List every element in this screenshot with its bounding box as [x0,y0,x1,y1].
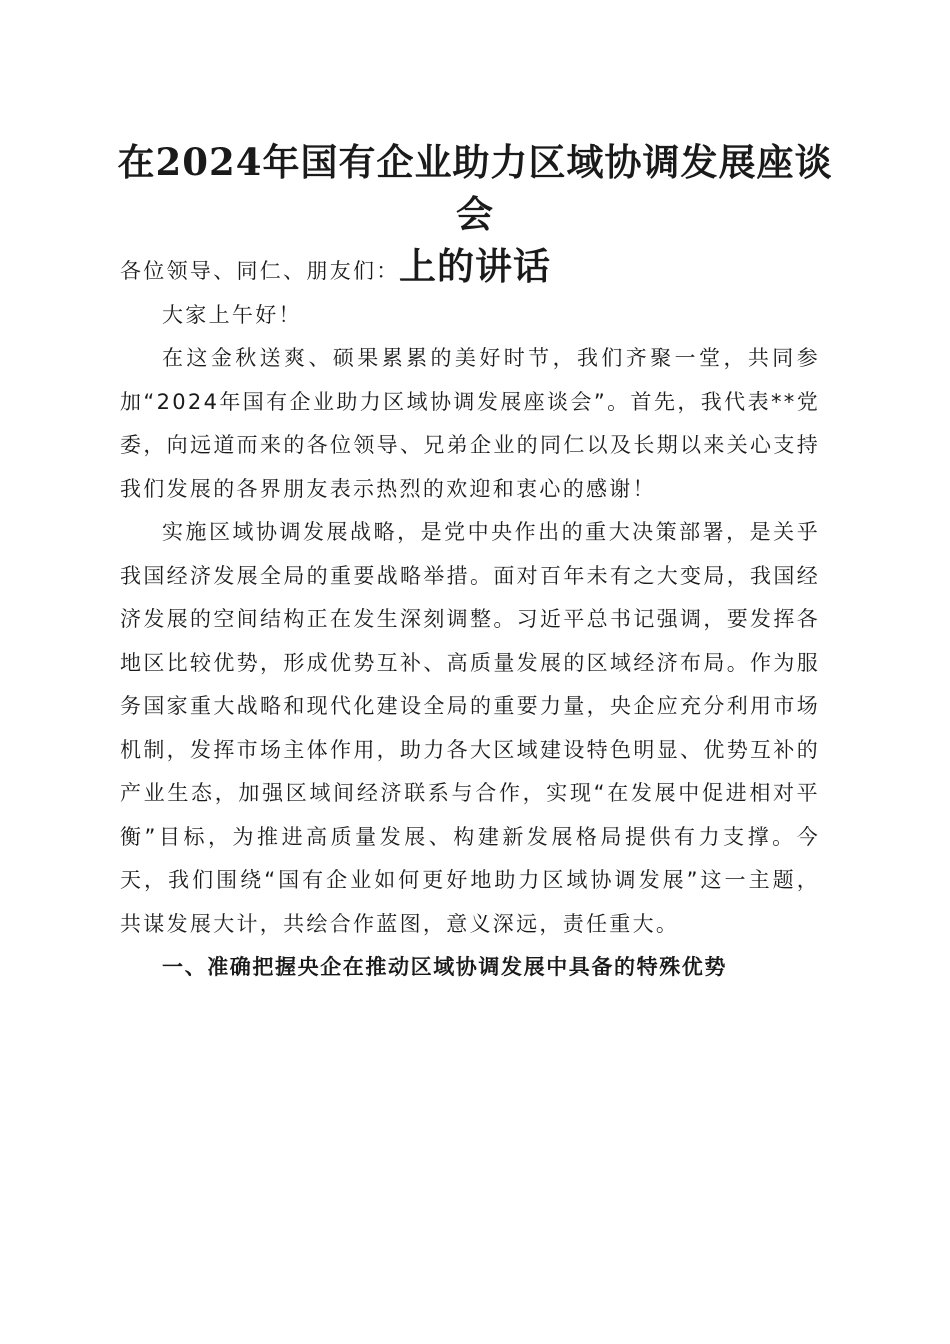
title-line-1: 在2024年国有企业助力区域协调发展座谈会 [117,140,833,236]
section-heading: 一、准确把握央企在推动区域协调发展中具备的特殊优势 [162,955,727,979]
salutation: 各位领导、同仁、朋友们： [120,259,400,283]
greeting: 大家上午好！ [162,302,302,327]
paragraph-strategy: 实施区域协调发展战略，是党中央作出的重大决策部署，是关乎我国经济发展全局的重要战略举措。面对百年未有之大变局，我国经济发展的空间结构正在发生深刻调整。习近平总书记强调，要发挥各地区比较优势，形成优势互补、高质量发展的区域经济布局。作为服务国家重大战略和现代化建设全局的重要力量，央企应充分利用市场机制，发挥市场主体作用，助力各大区域建设特色明显、优势互补的产业生态，加强区域间经济联系与合作，实现“在发展中促进相对平衡”目标，为推进高质量发展、构建新发展格局提供有力支撑。今天，我们围绕“国有企业如何更好地助力区域协调发展”这一主题，共谋发展大计，共绘合作蓝图，意义深远，责任重大。 [120,520,820,936]
title-line-2: 上的讲话 [399,244,551,288]
paragraph-opening: 在这金秋送爽、硕果累累的美好时节，我们齐聚一堂，共同参加“2024年国有企业助力区域协调发展座谈会”。首先，我代表**党委，向远道而来的各位领导、兄弟企业的同仁以及长期以来关心支持我们发展的各界朋友表示热烈的欢迎和衷心的感谢！ [120,346,820,501]
document-body [120,250,820,990]
